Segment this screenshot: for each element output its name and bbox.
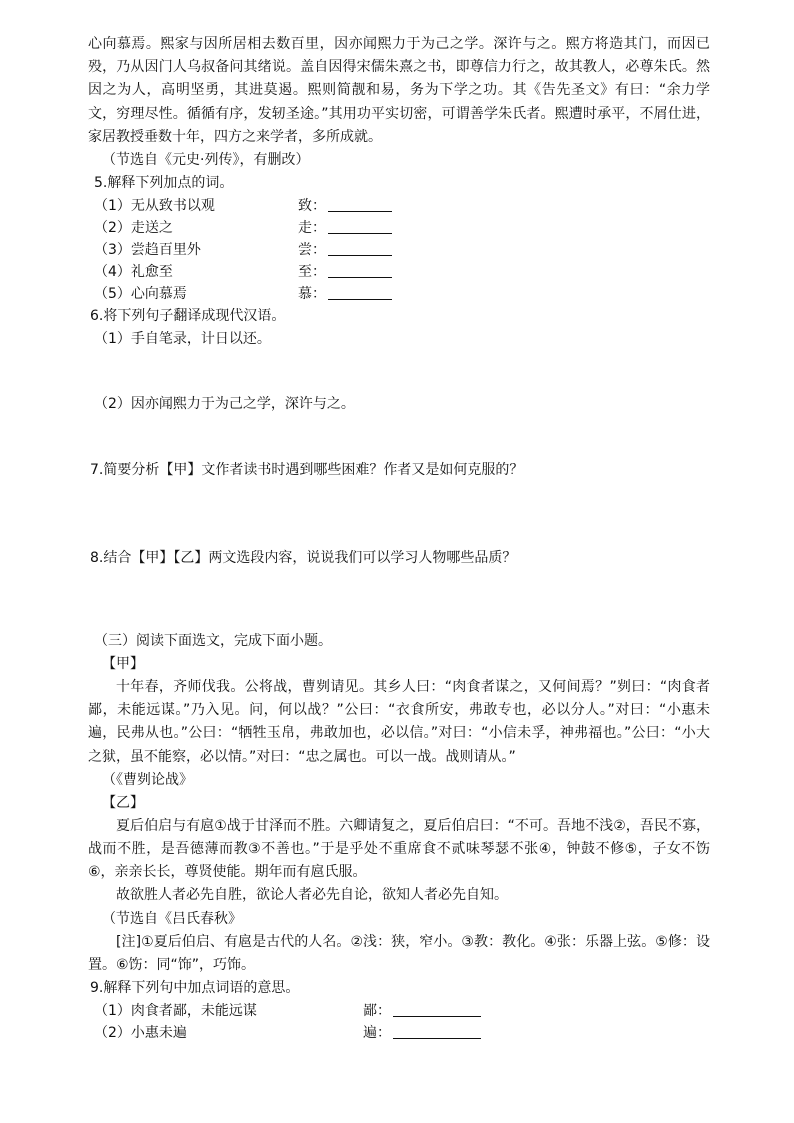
answer-blank[interactable]	[328, 263, 392, 278]
question-9-items	[88, 1000, 710, 1044]
answer-blank[interactable]	[328, 285, 392, 300]
answer-blank[interactable]	[393, 1024, 481, 1039]
q5-item: （5）心向慕焉 慕：	[88, 283, 710, 305]
q5-item: （1）无从致书以观 致：	[88, 195, 710, 217]
passage-b-continued: 心向慕焉。熙家与因所居相去数百里，因亦闻熙力于为己之学。深许与之。熙方将造其门，而因已殁，乃从因门人乌叔备问其绪说。盖自因得宋儒朱熹之书，即尊信力行之，故其教人，必尊朱氏。然因之为人，高明坚勇，其进莫遏。熙则简靓和易，务为下学之功。其《告先圣文》有曰：“余力学文，穷理尽性。循循有序，发轫圣途。”其用功平实切密，可谓善学朱氏者。熙遭时承平，不屑仕进，家居教授垂数十年，四方之来学者，多所成就。	[88, 36, 710, 145]
q6-item-2: （2）因亦闻熙力于为己之学，深许与之。	[94, 396, 355, 413]
yi-source: （节选自《吕氏春秋》	[102, 910, 242, 927]
passage-b-source: （节选自《元史·列传》，有删改）	[102, 152, 310, 169]
answer-blank[interactable]	[328, 241, 392, 256]
yi-passage-conclusion: 故欲胜人者必先自胜，欲论人者必先自论，欲知人者必先自知。	[116, 887, 508, 904]
question-5-items	[88, 195, 710, 305]
answer-space	[88, 482, 710, 547]
question-7: 7.简要分析【甲】文作者读书时遇到哪些困难？作者又是如何克服的？	[90, 462, 524, 479]
answer-space	[88, 570, 710, 630]
q5-item: （4）礼愈至 至：	[88, 261, 710, 283]
answer-blank[interactable]	[328, 197, 392, 212]
answer-blank[interactable]	[393, 1002, 481, 1017]
answer-space	[88, 416, 710, 459]
document-page	[88, 33, 710, 1044]
q9-item: （1）肉食者鄙，未能远谋 鄙：	[88, 1000, 710, 1022]
question-6-title: 6.将下列句子翻译成现代汉语。	[90, 308, 286, 325]
question-8: 8.结合【甲】【乙】两文选段内容，说说我们可以学习人物哪些品质？	[90, 550, 517, 567]
question-5-title: 5.解释下列加点的词。	[94, 175, 234, 192]
section-3-heading: （三）阅读下面选文，完成下面小题。	[94, 633, 332, 650]
q6-item-1: （1）手自笔录，计日以还。	[94, 331, 271, 348]
jia-label: 【甲】	[102, 656, 144, 673]
jia-source: （《曹刿论战》	[102, 771, 193, 788]
footnotes: [注]①夏后伯启、有扈是古代的人名。②浅：狭，窄小。③教：教化。④张：乐器上弦。⑤修：设置。⑥饬：同“饰”，巧饰。	[88, 933, 710, 973]
q9-item: （2）小惠未遍 遍：	[88, 1022, 710, 1044]
question-9-title: 9.解释下列句中加点词语的意思。	[90, 980, 300, 997]
yi-label: 【乙】	[102, 794, 144, 811]
yi-passage: 夏后伯启与有扈①战于甘泽而不胜。六卿请复之，夏后伯启曰：“不可。吾地不浅②，吾民不寡，战而不胜，是吾德薄而教③不善也。”于是乎处不重席食不贰味琴瑟不张④，钟鼓不修⑤，子女不饬⑥，亲亲长长，尊贤使能。期年而有扈氏服。	[88, 817, 710, 881]
answer-blank[interactable]	[328, 219, 392, 234]
jia-passage: 十年春，齐师伐我。公将战，曹刿请见。其乡人曰：“肉食者谋之，又何间焉？”刿曰：“肉食者鄙，未能远谋。”乃入见。问，何以战？”公曰：“衣食所安，弗敢专也，必以分人。”对曰：“小惠未遍，民弗从也。”公曰：“牺牲玉帛，弗敢加也，必以信。”对曰：“小信未孚，神弗福也。”公曰：“小大之狱，虽不能察，必以情。”对曰：“忠之属也。可以一战。战则请从。”	[88, 679, 710, 765]
q5-item: （2）走送之 走：	[88, 217, 710, 239]
answer-space	[88, 351, 710, 393]
q5-item: （3）尝趋百里外 尝：	[88, 239, 710, 261]
